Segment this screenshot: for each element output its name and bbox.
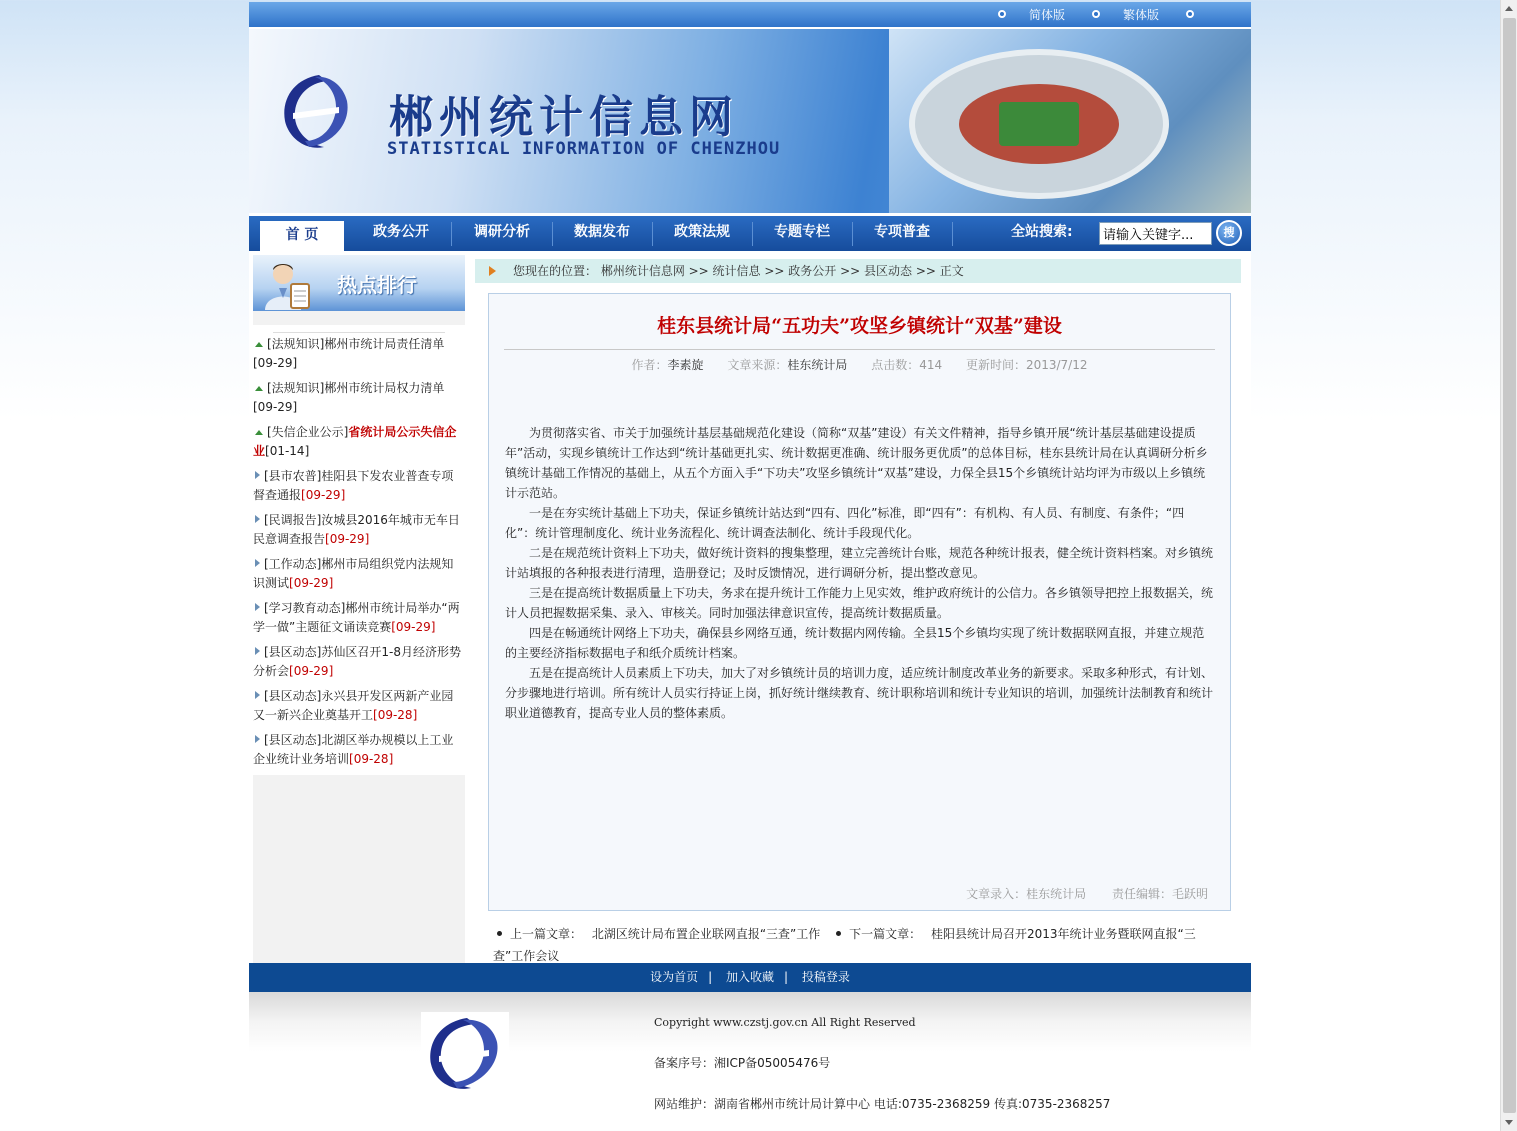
author-value: 李素旋 — [667, 358, 704, 372]
hot-item-date: [09-29] — [253, 400, 298, 414]
editor: 责任编辑：毛跃明 — [1111, 887, 1208, 901]
footer-links-bar: 设为首页 | 加入收藏 | 投稿登录 — [249, 963, 1251, 992]
clicks-meta — [871, 358, 942, 372]
hot-item[interactable] — [253, 643, 465, 681]
add-favorite-link[interactable]: 加入收藏 — [725, 970, 774, 984]
source-label: 文章来源： — [727, 358, 788, 372]
hot-item-date: [09-29] — [253, 356, 298, 370]
updated-meta — [966, 358, 1088, 372]
hot-item-title[interactable]: [法规知识]郴州市统计局权力清单 — [267, 381, 445, 395]
hot-item-date: [09-29] — [301, 488, 346, 502]
hot-item-date: [09-29] — [289, 664, 334, 678]
traditional-link[interactable]: 繁体版 — [1123, 8, 1160, 22]
main-nav — [249, 213, 1251, 251]
stadium-field — [999, 102, 1079, 146]
article-meta — [489, 356, 1230, 373]
search-input[interactable] — [1099, 222, 1212, 245]
site-footer — [249, 992, 1251, 1112]
arrow-icon — [489, 266, 496, 276]
simplified-link[interactable]: 简体版 — [1029, 8, 1066, 22]
triangle-up-icon — [255, 386, 263, 391]
hot-item[interactable] — [253, 335, 465, 373]
icp-number: 备案序号：湘ICP备05005476号 — [654, 1056, 831, 1070]
hot-item-title[interactable]: [县区动态]苏仙区召开1-8月经济形势分析会 — [253, 645, 461, 678]
triangle-right-icon — [255, 603, 260, 611]
triangle-right-icon — [255, 471, 260, 479]
nav-item-home[interactable]: 首 页 — [260, 221, 344, 251]
top-bar — [249, 2, 1251, 27]
set-homepage-link[interactable]: 设为首页 — [650, 970, 699, 984]
entry-by: 文章录入：桂东统计局 — [966, 887, 1087, 901]
hot-item[interactable] — [253, 687, 465, 725]
article-paragraph: 三是在提高统计数据质量上下功夫，务求在提升统计工作能力上见实效，维护政府统计的公信力。各乡镇领导把控上报数据关，统计人员把握数据采集、录入、审核关。同时加强法律意识宣传，提高统计数据质量。 — [505, 586, 1214, 620]
hot-item-date: [09-28] — [349, 752, 394, 766]
article-paragraph: 一是在夯实统计基础上下功夫，保证乡镇统计站达到“四有、四化”标准，即“四有”：有机构、有人员、有制度、有条件；“四化”：统计管理制度化、统计业务流程化、统计调查法制化、统计手段现代化。 — [505, 506, 1185, 540]
source-meta — [727, 358, 847, 372]
hot-item-date: [09-29] — [289, 576, 334, 590]
nav-divider — [952, 222, 953, 246]
triangle-up-icon — [255, 430, 263, 435]
hot-ranking-header — [253, 255, 465, 311]
scroll-down-icon[interactable] — [1501, 1114, 1517, 1131]
article-paragraph: 五是在提高统计人员素质上下功夫，加大了对乡镇统计员的培训力度，适应统计制度改革业务的新要求。采取多种形式，有计划、分步骤地进行培训。所有统计人员实行持证上岗，抓好统计继续教育、统计职称培训和统计专业知识的培训，加强统计法制教育和统计职业道德教育，提高专业人员的整体素质。 — [505, 666, 1214, 720]
hot-item-date: [01-14] — [265, 444, 310, 458]
hot-items-container — [253, 335, 465, 769]
scrollbar-thumb[interactable] — [1503, 18, 1516, 1113]
nav-item-data[interactable]: 数据发布 — [574, 224, 630, 240]
hot-item-title[interactable]: [县市农普]桂阳县下发农业普查专项督查通报 — [253, 469, 454, 502]
updated-label: 更新时间： — [965, 358, 1026, 372]
hot-item-date: [09-28] — [373, 708, 418, 722]
author-label: 作者： — [631, 358, 668, 372]
triangle-right-icon — [255, 691, 260, 699]
hot-item-title[interactable]: [民调报告]汝城县2016年城市无车日民意调查报告 — [253, 513, 460, 546]
page-wrapper — [249, 2, 1251, 1112]
hot-item-title[interactable]: [失信企业公示] — [267, 425, 349, 439]
breadcrumb — [475, 259, 1241, 283]
bullet-icon — [1186, 10, 1194, 18]
bullet-icon — [497, 931, 502, 936]
hot-item[interactable] — [253, 599, 465, 637]
scroll-up-icon[interactable] — [1501, 0, 1517, 17]
author-meta — [631, 358, 703, 372]
hot-item-title[interactable]: [法规知识]郴州市统计局责任清单 — [267, 337, 445, 351]
footer-logo-icon — [421, 1012, 509, 1094]
triangle-up-icon — [255, 342, 263, 347]
article-paragraph: 为贯彻落实省、市关于加强统计基层基础规范化建设（简称“双基”建设）有关文件精神，指导乡镇开展“统计基层基础建设提质年”活动，实现乡镇统计工作达到“统计基础更扎实、统计数据更准确、统计服务更优质”的总体目标，桂东县统计局在认真调研分析乡镇统计基础工作情况的基础上，从五个方面入手“下功夫”攻坚乡镇统计“双基”建设，力保全县15个乡镇统计站均评为市级以上乡镇统计示范站。 — [505, 426, 1208, 500]
vertical-scrollbar[interactable] — [1500, 0, 1517, 1131]
hot-item[interactable] — [253, 379, 465, 417]
hot-item-highlight[interactable]: 省统计局公示失信企业 — [253, 425, 457, 458]
nav-item-census[interactable]: 专项普查 — [874, 224, 930, 240]
search-button[interactable]: 搜 — [1216, 220, 1242, 246]
prev-label: 上一篇文章： — [510, 927, 583, 941]
hot-item[interactable] — [253, 555, 465, 593]
prev-article-link[interactable]: 北湖区统计局布置企业联网直报“三查”工作 — [591, 927, 821, 941]
site-title: 郴州统计信息网 — [389, 92, 739, 143]
list-divider — [273, 332, 445, 333]
triangle-right-icon — [255, 559, 260, 567]
triangle-right-icon — [255, 735, 260, 743]
search-label: 全站搜索: — [1011, 224, 1073, 240]
sidebar — [253, 255, 465, 963]
breadcrumb-text: 您现在的位置： 郴州统计信息网 >> 统计信息 >> 政务公开 >> 县区动态 >> 正文 — [513, 264, 964, 278]
triangle-right-icon — [255, 515, 260, 523]
bullet-icon — [836, 931, 841, 936]
site-subtitle: STATISTICAL INFORMATION OF CHENZHOU — [387, 139, 781, 159]
nav-item-research[interactable]: 调研分析 — [474, 224, 530, 240]
next-article-link[interactable]: 桂阳县统计局召开2013年统计业务暨联网直报“三查”工作会议 — [493, 927, 1196, 963]
source-value: 桂东统计局 — [787, 358, 848, 372]
triangle-right-icon — [255, 647, 260, 655]
prev-next-links — [493, 923, 1223, 967]
nav-item-topics[interactable]: 专题专栏 — [774, 224, 830, 240]
clicks-label: 点击数： — [871, 358, 920, 372]
hot-item[interactable] — [253, 467, 465, 505]
nav-item-policy[interactable]: 政策法规 — [674, 224, 730, 240]
hot-item[interactable] — [253, 423, 465, 461]
hot-item-date: [09-29] — [325, 532, 370, 546]
footer-info — [654, 1002, 1110, 1125]
article-panel — [488, 293, 1231, 911]
maintainer-info: 网站维护：湖南省郴州市统计局计算中心 电话:0735-2368259 传真:0735-2368257 — [654, 1097, 1111, 1111]
hot-item-title[interactable]: [学习教育动态]郴州市统计局举办“两学一做”主题征文诵读竞赛 — [253, 601, 460, 634]
hot-item-title[interactable]: [工作动态]郴州市局组织党内法规知识测试 — [253, 557, 454, 590]
hot-item[interactable] — [253, 731, 465, 769]
bullet-icon — [998, 10, 1006, 18]
hot-item-title[interactable]: [县区动态]北湖区举办规模以上工业企业统计业务培训 — [253, 733, 454, 766]
next-label: 下一篇文章： — [849, 927, 922, 941]
article-body — [505, 423, 1214, 723]
submit-login-link[interactable]: 投稿登录 — [801, 970, 850, 984]
hot-item[interactable] — [253, 511, 465, 549]
article-title: 桂东县统计局“五功夫”攻坚乡镇统计“双基”建设 — [657, 315, 1062, 337]
nav-item-government[interactable]: 政务公开 — [373, 224, 429, 240]
main-content — [249, 251, 1251, 963]
bullet-icon — [1092, 10, 1100, 18]
copyright: Copyright www.czstj.gov.cn All Right Reserved — [654, 1016, 916, 1029]
site-logo-icon — [279, 69, 354, 154]
article-paragraph: 二是在规范统计资料上下功夫，做好统计资料的搜集整理，建立完善统计台账，规范各种统计报表，健全统计资料档案。对乡镇统计站填报的各种报表进行清理，造册登记；及时反馈情况，进行调研分析，提出整改意见。 — [505, 546, 1214, 580]
hot-ranking-list — [253, 325, 465, 775]
article-footer — [944, 885, 1208, 902]
updated-value: 2013/7/12 — [1025, 358, 1088, 372]
article-paragraph: 四是在畅通统计网络上下功夫，确保县乡网络互通，统计数据内网传输。全县15个乡镇均实现了统计数据联网直报，并建立规范的主要经济指标数据电子和纸介质统计档案。 — [505, 626, 1205, 660]
clicks-value: 414 — [919, 358, 943, 372]
hot-item-date: [09-29] — [391, 620, 436, 634]
hot-ranking-title: 热点排行 — [337, 273, 417, 297]
doctor-avatar-icon — [261, 258, 313, 310]
header-banner — [249, 27, 1251, 213]
hot-item-title[interactable]: [县区动态]永兴县开发区两新产业园又一新兴企业奠基开工 — [253, 689, 454, 722]
stadium-track — [959, 84, 1119, 164]
title-divider — [504, 349, 1215, 350]
